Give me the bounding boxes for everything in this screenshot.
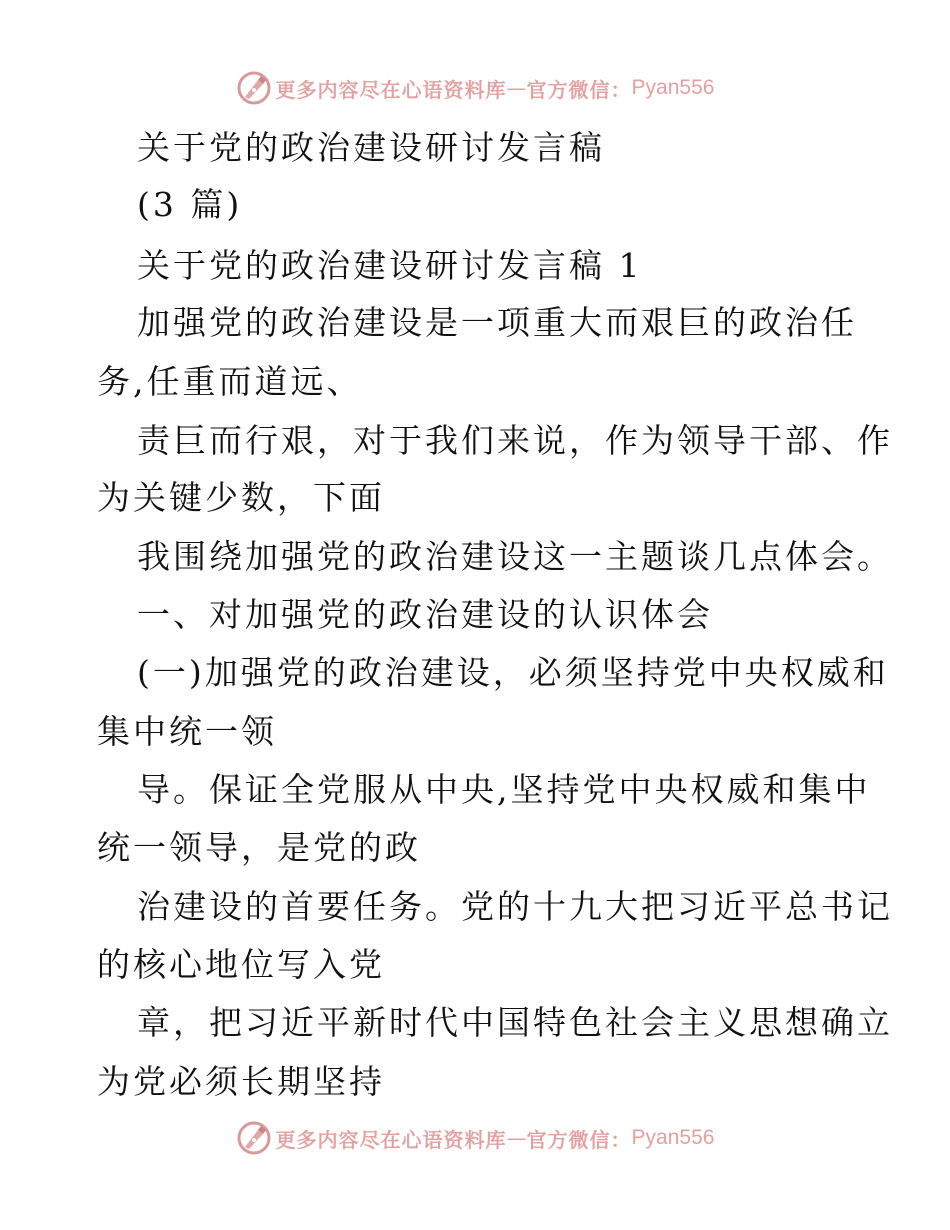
pen-nib-logo-icon [236,1120,272,1156]
watermark-account: Pyan556 [631,1126,715,1149]
watermark-group [236,70,715,106]
watermark-text: 更多内容尽在心语资料库 [275,77,507,102]
paragraph-line: 为党必须长期坚持 [97,1062,385,1101]
watermark-label: 官方微信： [526,1127,632,1152]
paragraph-line: 我围绕加强党的政治建设这一主题谈几点体会。 [137,537,893,576]
paragraph-line: 责巨而行艰，对于我们来说，作为领导干部、作 [137,421,893,460]
heading-line: 一、对加强党的政治建设的认识体会 [137,595,713,634]
paragraph-line: 统一领导，是党的政 [97,828,421,867]
watermark-text: 更多内容尽在心语资料库 [275,1127,507,1152]
paragraph-line: 治建设的首要任务。党的十九大把习近平总书记 [137,887,893,926]
paragraph-line: 的核心地位写入党 [97,945,385,984]
watermark-separator: — [506,76,527,100]
watermark-label: 官方微信： [526,77,632,102]
header-watermark [0,68,950,108]
document-subtitle: (3 篇) [137,185,243,224]
section-title: 关于党的政治建设研讨发言稿 1 [137,246,643,285]
watermark-group [236,1120,715,1156]
pen-nib-logo-icon [236,70,272,106]
footer-watermark [0,1118,950,1158]
paragraph-line: 加强党的政治建设是一项重大而艰巨的政治任 [137,303,857,342]
watermark-account: Pyan556 [631,76,715,99]
paragraph-line: 为关键少数，下面 [97,478,385,517]
paragraph-line: 导。保证全党服从中央,坚持党中央权威和集中 [137,770,871,809]
paragraph-line: (一)加强党的政治建设，必须坚持党中央权威和 [137,653,889,692]
paragraph-line: 章，把习近平新时代中国特色社会主义思想确立 [137,1003,893,1042]
paragraph-line: 务,任重而道远、 [97,362,363,401]
paragraph-line: 集中统一领 [97,712,277,751]
watermark-separator: — [506,1126,527,1150]
document-title: 关于党的政治建设研讨发言稿 [137,128,605,167]
